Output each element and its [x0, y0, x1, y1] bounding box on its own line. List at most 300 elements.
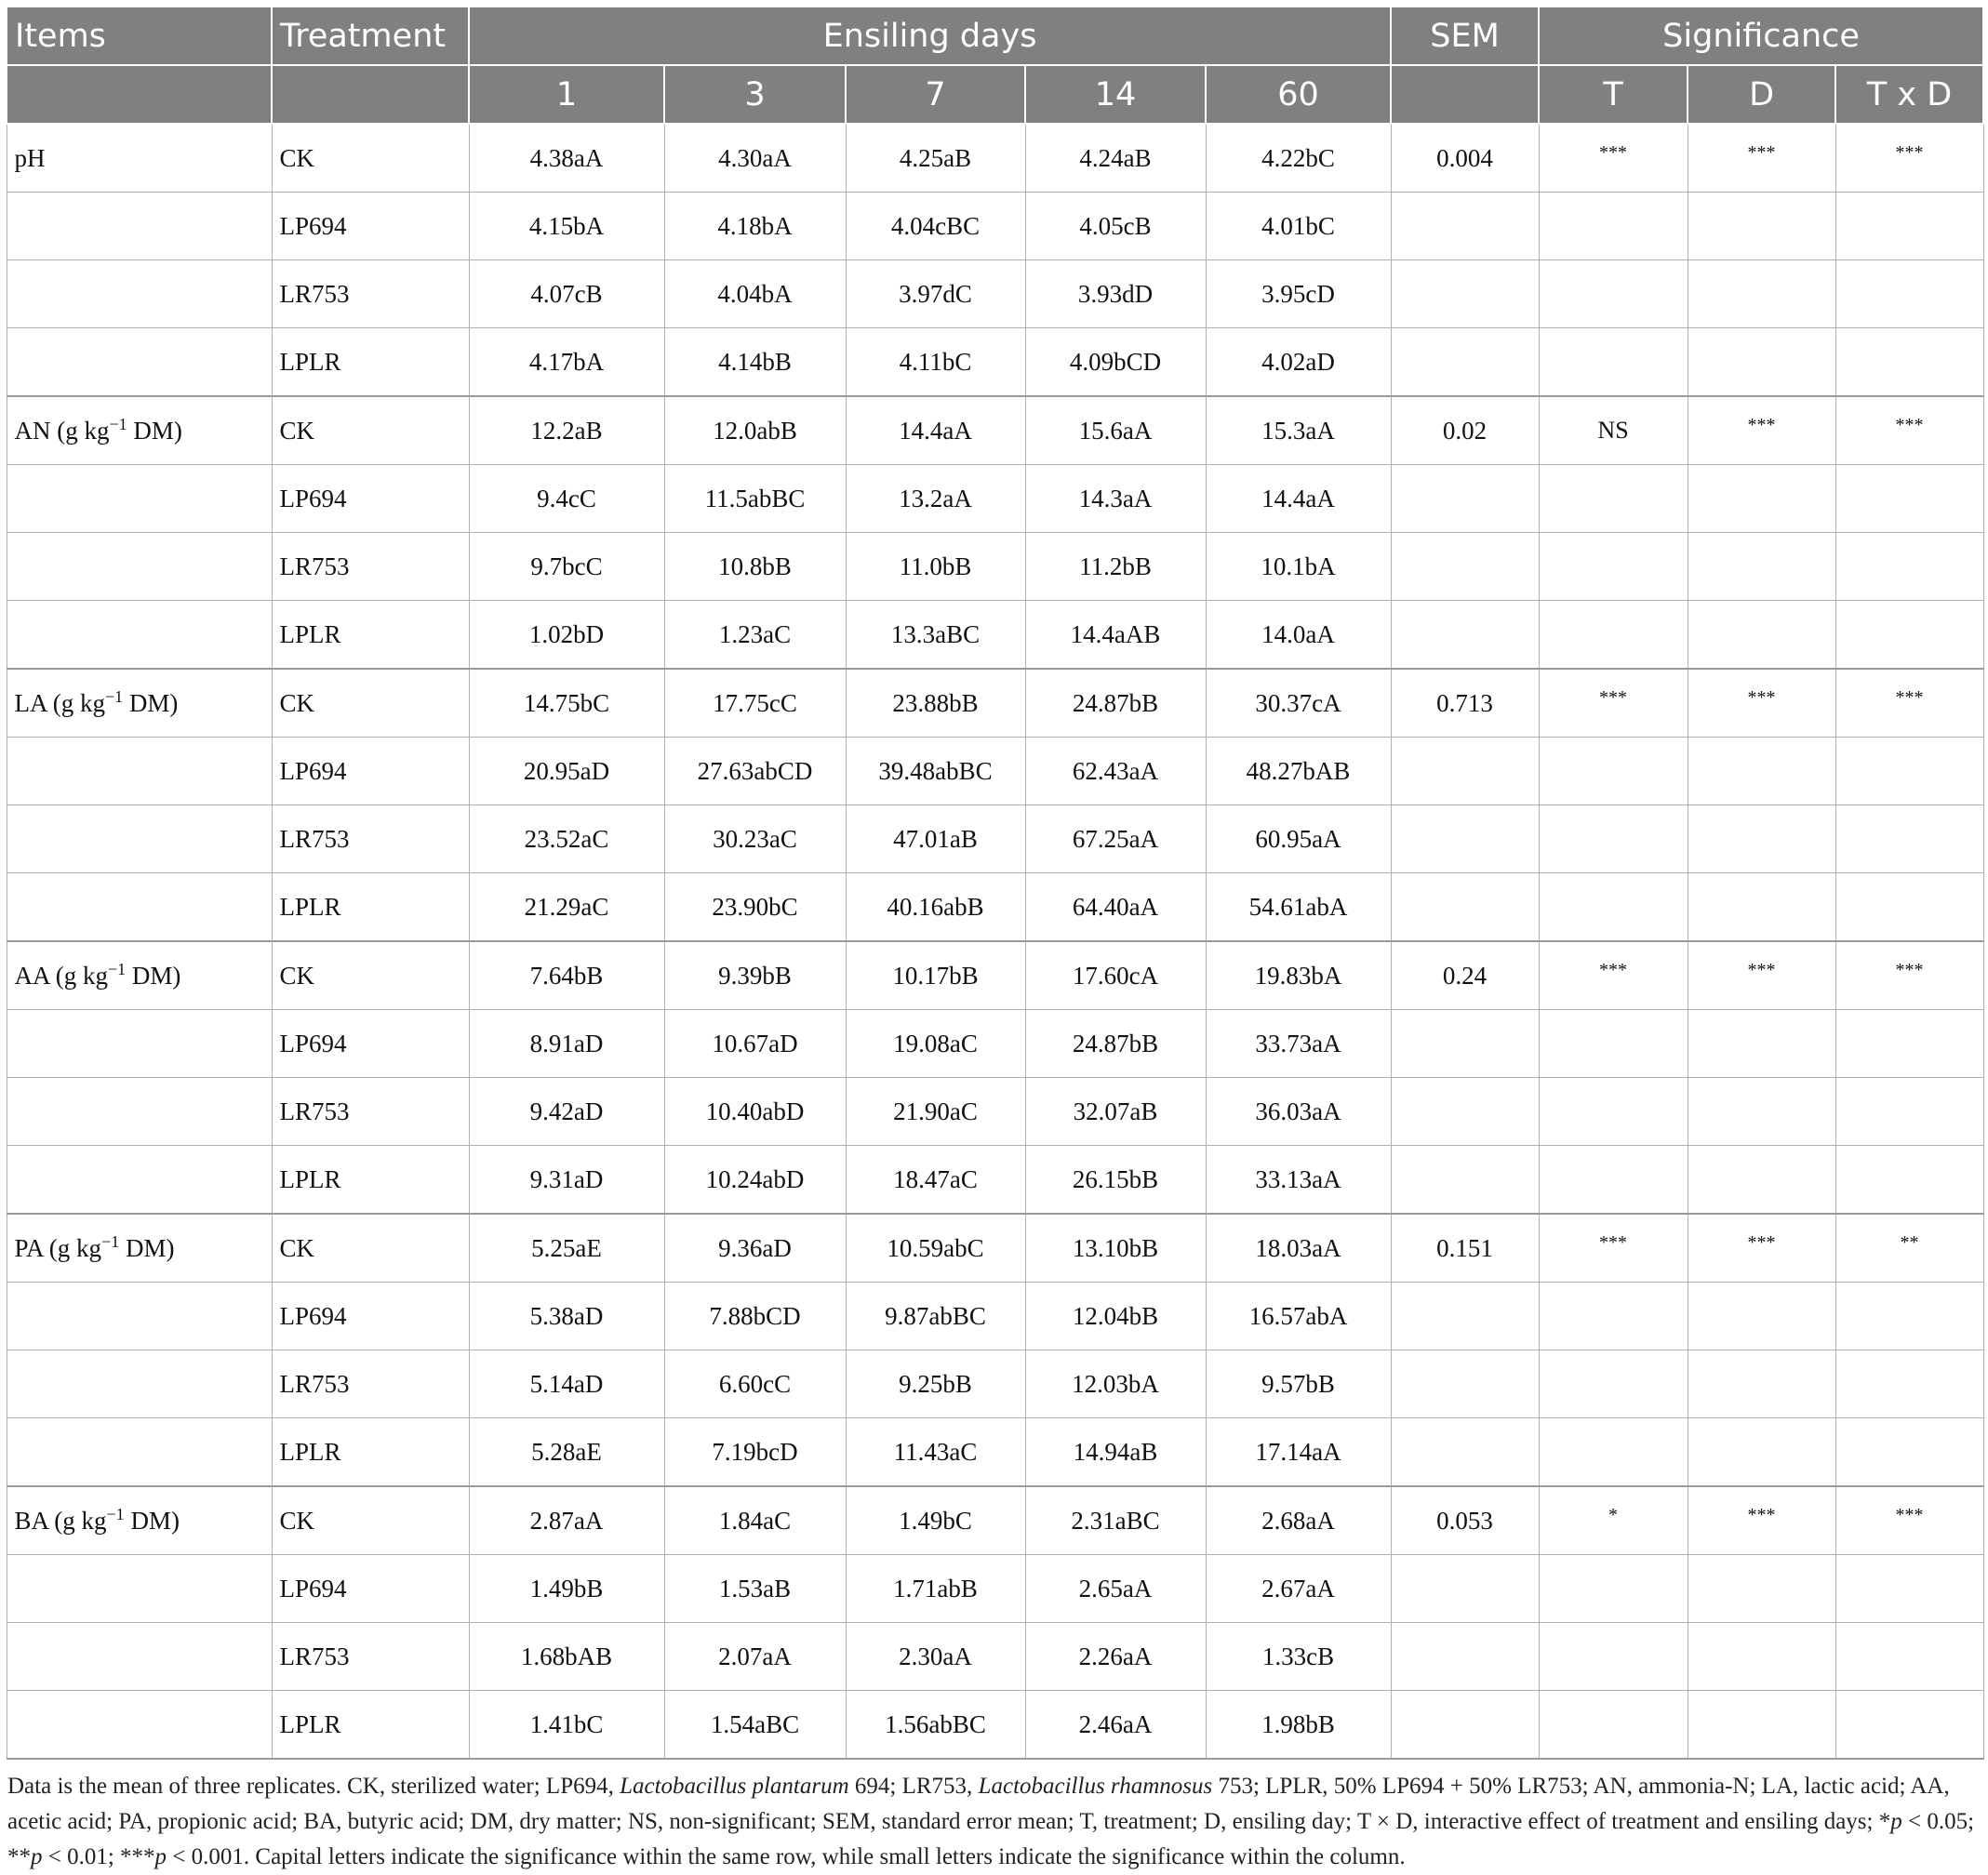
significance-cell: *** [1688, 124, 1835, 193]
footnote-p-symbol: p [154, 1844, 167, 1869]
item-cell [7, 941, 272, 1010]
value-cell: 4.02aD [1206, 328, 1391, 397]
value-cell: 30.23aC [664, 805, 846, 873]
value-cell: 1.23aC [664, 601, 846, 670]
significance-cell [1688, 193, 1835, 260]
significance-cell: *** [1835, 1486, 1983, 1555]
significance-cell [1539, 1555, 1688, 1623]
item-unit-exponent: −1 [105, 686, 124, 706]
significance-cell [1835, 805, 1983, 873]
sem-cell [1391, 193, 1539, 260]
value-cell: 2.31aBC [1025, 1486, 1206, 1555]
data-table [6, 6, 1984, 1760]
significance-cell: *** [1539, 941, 1688, 1010]
item-cell [7, 1214, 272, 1283]
value-cell: 9.87abBC [846, 1283, 1025, 1350]
value-cell: 1.54aBC [664, 1691, 846, 1760]
significance-cell: NS [1539, 396, 1688, 465]
value-cell: 21.29aC [469, 873, 664, 942]
table-row [7, 465, 1983, 533]
value-cell: 23.90bC [664, 873, 846, 942]
item-name: PA [14, 1233, 44, 1262]
value-cell: 14.3aA [1025, 465, 1206, 533]
sem-cell [1391, 260, 1539, 328]
value-cell: 9.42aD [469, 1078, 664, 1146]
significance-cell [1688, 1691, 1835, 1760]
value-cell: 4.01bC [1206, 193, 1391, 260]
sem-cell [1391, 1555, 1539, 1623]
table-container [6, 6, 1982, 1875]
significance-cell [1688, 1350, 1835, 1418]
value-cell: 11.0bB [846, 533, 1025, 601]
value-cell: 27.63abCD [664, 738, 846, 805]
value-cell: 1.71abB [846, 1555, 1025, 1623]
significance-cell [1835, 738, 1983, 805]
table-row [7, 1418, 1983, 1487]
value-cell: 16.57abA [1206, 1283, 1391, 1350]
significance-cell [1835, 260, 1983, 328]
item-cell [7, 1283, 272, 1350]
value-cell: 9.25bB [846, 1350, 1025, 1418]
significance-cell [1688, 1623, 1835, 1691]
sem-cell: 0.151 [1391, 1214, 1539, 1283]
value-cell: 21.90aC [846, 1078, 1025, 1146]
value-cell: 2.07aA [664, 1623, 846, 1691]
value-cell: 1.56abBC [846, 1691, 1025, 1760]
significance-cell: *** [1835, 124, 1983, 193]
significance-cell [1539, 1418, 1688, 1487]
value-cell: 9.36aD [664, 1214, 846, 1283]
table-body [7, 124, 1983, 1759]
value-cell: 39.48abBC [846, 738, 1025, 805]
significance-cell [1688, 533, 1835, 601]
value-cell: 18.03aA [1206, 1214, 1391, 1283]
significance-cell: ** [1835, 1214, 1983, 1283]
treatment-cell: LPLR [272, 601, 469, 670]
value-cell: 19.83bA [1206, 941, 1391, 1010]
sem-cell [1391, 1078, 1539, 1146]
value-cell: 13.10bB [1025, 1214, 1206, 1283]
value-cell: 17.75cC [664, 669, 846, 738]
significance-cell [1539, 1146, 1688, 1215]
sem-cell: 0.24 [1391, 941, 1539, 1010]
treatment-cell: CK [272, 941, 469, 1010]
treatment-cell: LP694 [272, 193, 469, 260]
treatment-cell: CK [272, 669, 469, 738]
treatment-cell: LR753 [272, 1350, 469, 1418]
item-unit: DM) [123, 688, 179, 717]
item-unit: DM) [127, 416, 182, 445]
significance-cell [1835, 1078, 1983, 1146]
significance-cell [1835, 1555, 1983, 1623]
item-cell [7, 1418, 272, 1487]
sem-cell [1391, 1146, 1539, 1215]
value-cell: 4.07cB [469, 260, 664, 328]
value-cell: 48.27bAB [1206, 738, 1391, 805]
table-row [7, 941, 1983, 1010]
header-day: 7 [846, 65, 1025, 124]
significance-cell [1539, 873, 1688, 942]
value-cell: 2.87aA [469, 1486, 664, 1555]
value-cell: 14.94aB [1025, 1418, 1206, 1487]
footnote-text: < 0.05; ** [7, 1809, 1975, 1869]
value-cell: 5.38aD [469, 1283, 664, 1350]
significance-cell [1539, 533, 1688, 601]
significance-cell [1539, 738, 1688, 805]
item-unit-exponent: −1 [106, 1504, 125, 1523]
significance-cell [1539, 328, 1688, 397]
item-name: AA [14, 961, 50, 990]
significance-cell [1835, 533, 1983, 601]
item-unit: (g kg [52, 688, 106, 717]
item-cell [7, 396, 272, 465]
value-cell: 3.97dC [846, 260, 1025, 328]
value-cell: 33.13aA [1206, 1146, 1391, 1215]
item-cell [7, 873, 272, 942]
value-cell: 67.25aA [1025, 805, 1206, 873]
value-cell: 2.30aA [846, 1623, 1025, 1691]
footnote-text: Data is the mean of three replicates. CK, sterilized water; LP694, [7, 1774, 620, 1799]
footnote-species: Lactobacillus rhamnosus [978, 1774, 1213, 1799]
value-cell: 19.08aC [846, 1010, 1025, 1078]
value-cell: 1.53aB [664, 1555, 846, 1623]
value-cell: 4.05cB [1025, 193, 1206, 260]
table-row [7, 1146, 1983, 1215]
value-cell: 1.33cB [1206, 1623, 1391, 1691]
table-footnote [6, 1769, 1984, 1875]
significance-cell [1539, 465, 1688, 533]
value-cell: 2.26aA [1025, 1623, 1206, 1691]
header-significance: Significance [1539, 7, 1983, 65]
item-cell [7, 533, 272, 601]
header-day: 14 [1025, 65, 1206, 124]
sem-cell: 0.02 [1391, 396, 1539, 465]
footnote-text: 753; LPLR, 50% LP694 + 50% LR753; AN, ammonia-N; LA, lactic acid; AA, acetic acid; PA, propionic acid; BA, butyric acid; DM, dry matter; NS, non-significant; SEM, standard error mean; T, treatment; D, ensiling day; T × D, interactive effect of treatment and ensiling days; * [7, 1774, 1950, 1834]
significance-cell [1539, 601, 1688, 670]
value-cell: 36.03aA [1206, 1078, 1391, 1146]
value-cell: 7.88bCD [664, 1283, 846, 1350]
significance-cell [1688, 1555, 1835, 1623]
table-row [7, 1283, 1983, 1350]
significance-cell [1539, 805, 1688, 873]
significance-cell [1688, 1010, 1835, 1078]
value-cell: 47.01aB [846, 805, 1025, 873]
significance-cell [1539, 260, 1688, 328]
treatment-cell: CK [272, 396, 469, 465]
value-cell: 4.11bC [846, 328, 1025, 397]
table-row [7, 805, 1983, 873]
value-cell: 10.1bA [1206, 533, 1391, 601]
value-cell: 13.2aA [846, 465, 1025, 533]
treatment-cell: LPLR [272, 873, 469, 942]
value-cell: 18.47aC [846, 1146, 1025, 1215]
header-ensiling-days: Ensiling days [469, 7, 1391, 65]
value-cell: 1.98bB [1206, 1691, 1391, 1760]
value-cell: 1.49bC [846, 1486, 1025, 1555]
significance-cell [1688, 1418, 1835, 1487]
significance-cell [1835, 1418, 1983, 1487]
value-cell: 23.88bB [846, 669, 1025, 738]
table-row [7, 1350, 1983, 1418]
value-cell: 12.03bA [1025, 1350, 1206, 1418]
treatment-cell: LP694 [272, 465, 469, 533]
treatment-cell: LR753 [272, 260, 469, 328]
item-cell [7, 124, 272, 193]
significance-cell: *** [1688, 396, 1835, 465]
treatment-cell: LP694 [272, 1010, 469, 1078]
significance-cell [1688, 738, 1835, 805]
value-cell: 12.0abB [664, 396, 846, 465]
header-sem-blank [1391, 65, 1539, 124]
significance-cell [1835, 1691, 1983, 1760]
value-cell: 20.95aD [469, 738, 664, 805]
table-row [7, 260, 1983, 328]
value-cell: 14.4aAB [1025, 601, 1206, 670]
value-cell: 64.40aA [1025, 873, 1206, 942]
value-cell: 17.60cA [1025, 941, 1206, 1010]
significance-cell: *** [1688, 941, 1835, 1010]
significance-cell [1835, 465, 1983, 533]
significance-cell [1835, 1350, 1983, 1418]
value-cell: 4.18bA [664, 193, 846, 260]
sem-cell [1391, 533, 1539, 601]
item-unit: DM) [119, 1233, 175, 1262]
significance-cell [1835, 328, 1983, 397]
value-cell: 40.16abB [846, 873, 1025, 942]
table-row [7, 193, 1983, 260]
value-cell: 12.2aB [469, 396, 664, 465]
item-name: BA [14, 1506, 48, 1535]
significance-cell: *** [1835, 941, 1983, 1010]
value-cell: 54.61abA [1206, 873, 1391, 942]
item-unit: (g kg [55, 961, 109, 990]
footnote-species: Lactobacillus plantarum [620, 1774, 849, 1799]
value-cell: 4.38aA [469, 124, 664, 193]
table-row [7, 124, 1983, 193]
significance-cell: *** [1688, 1486, 1835, 1555]
value-cell: 10.40abD [664, 1078, 846, 1146]
value-cell: 5.25aE [469, 1214, 664, 1283]
value-cell: 5.28aE [469, 1418, 664, 1487]
treatment-cell: LP694 [272, 1283, 469, 1350]
value-cell: 2.46aA [1025, 1691, 1206, 1760]
value-cell: 2.67aA [1206, 1555, 1391, 1623]
value-cell: 9.57bB [1206, 1350, 1391, 1418]
treatment-cell: LR753 [272, 533, 469, 601]
value-cell: 10.59abC [846, 1214, 1025, 1283]
value-cell: 12.04bB [1025, 1283, 1206, 1350]
table-row [7, 1555, 1983, 1623]
item-cell [7, 1691, 272, 1760]
significance-cell [1539, 193, 1688, 260]
value-cell: 4.04bA [664, 260, 846, 328]
value-cell: 4.14bB [664, 328, 846, 397]
sem-cell: 0.004 [1391, 124, 1539, 193]
significance-cell [1835, 1283, 1983, 1350]
value-cell: 10.67aD [664, 1010, 846, 1078]
value-cell: 6.60cC [664, 1350, 846, 1418]
header-sem: SEM [1391, 7, 1539, 65]
item-name: LA [14, 688, 47, 717]
treatment-cell: CK [272, 124, 469, 193]
value-cell: 1.49bB [469, 1555, 664, 1623]
value-cell: 9.39bB [664, 941, 846, 1010]
item-name: pH [14, 143, 46, 172]
significance-cell: *** [1835, 396, 1983, 465]
item-cell [7, 1078, 272, 1146]
sem-cell [1391, 1283, 1539, 1350]
value-cell: 7.64bB [469, 941, 664, 1010]
header-day: 60 [1206, 65, 1391, 124]
item-cell [7, 738, 272, 805]
value-cell: 32.07aB [1025, 1078, 1206, 1146]
significance-cell [1539, 1010, 1688, 1078]
footnote-text: < 0.01; *** [42, 1844, 155, 1869]
header-sig-t: T [1539, 65, 1688, 124]
sem-cell [1391, 738, 1539, 805]
value-cell: 3.93dD [1025, 260, 1206, 328]
treatment-cell: LP694 [272, 1555, 469, 1623]
value-cell: 1.41bC [469, 1691, 664, 1760]
value-cell: 14.4aA [846, 396, 1025, 465]
table-row [7, 669, 1983, 738]
sem-cell [1391, 1350, 1539, 1418]
significance-cell [1688, 465, 1835, 533]
footnote-text: < 0.001. Capital letters indicate the significance within the same row, while small letters indicate the significance within the column. [167, 1844, 1406, 1869]
sem-cell [1391, 873, 1539, 942]
significance-cell [1835, 193, 1983, 260]
treatment-cell: LR753 [272, 805, 469, 873]
significance-cell [1688, 328, 1835, 397]
significance-cell [1688, 1078, 1835, 1146]
value-cell: 2.65aA [1025, 1555, 1206, 1623]
value-cell: 11.2bB [1025, 533, 1206, 601]
significance-cell [1539, 1350, 1688, 1418]
footnote-p-symbol: p [31, 1844, 43, 1869]
significance-cell [1688, 873, 1835, 942]
treatment-cell: CK [272, 1214, 469, 1283]
header-items-blank [7, 65, 272, 124]
value-cell: 11.5abBC [664, 465, 846, 533]
item-cell [7, 669, 272, 738]
table-row [7, 1691, 1983, 1760]
treatment-cell: LR753 [272, 1623, 469, 1691]
significance-cell: *** [1835, 669, 1983, 738]
value-cell: 8.91aD [469, 1010, 664, 1078]
item-unit: (g kg [48, 1233, 102, 1262]
sem-cell [1391, 465, 1539, 533]
table-row [7, 1486, 1983, 1555]
table-row [7, 1214, 1983, 1283]
sem-cell [1391, 1691, 1539, 1760]
sem-cell [1391, 601, 1539, 670]
treatment-cell: LP694 [272, 738, 469, 805]
table-row [7, 738, 1983, 805]
item-cell [7, 601, 272, 670]
header-sig-txd: T x D [1835, 65, 1983, 124]
significance-cell [1835, 601, 1983, 670]
treatment-cell: CK [272, 1486, 469, 1555]
value-cell: 17.14aA [1206, 1418, 1391, 1487]
table-row [7, 1078, 1983, 1146]
value-cell: 1.02bD [469, 601, 664, 670]
value-cell: 9.7bcC [469, 533, 664, 601]
item-cell [7, 193, 272, 260]
value-cell: 30.37cA [1206, 669, 1391, 738]
significance-cell [1835, 1010, 1983, 1078]
significance-cell: *** [1539, 1214, 1688, 1283]
item-cell [7, 260, 272, 328]
item-cell [7, 1623, 272, 1691]
value-cell: 4.25aB [846, 124, 1025, 193]
header-treatment-blank [272, 65, 469, 124]
item-cell [7, 1010, 272, 1078]
significance-cell [1539, 1078, 1688, 1146]
item-cell [7, 1146, 272, 1215]
value-cell: 4.24aB [1025, 124, 1206, 193]
value-cell: 33.73aA [1206, 1010, 1391, 1078]
value-cell: 4.04cBC [846, 193, 1025, 260]
value-cell: 24.87bB [1025, 669, 1206, 738]
value-cell: 4.30aA [664, 124, 846, 193]
sem-cell [1391, 1623, 1539, 1691]
footnote-text: 694; LR753, [848, 1774, 979, 1799]
value-cell: 10.24abD [664, 1146, 846, 1215]
value-cell: 26.15bB [1025, 1146, 1206, 1215]
treatment-cell: LPLR [272, 1691, 469, 1760]
significance-cell: *** [1539, 124, 1688, 193]
value-cell: 5.14aD [469, 1350, 664, 1418]
item-name: AN [14, 416, 51, 445]
value-cell: 4.22bC [1206, 124, 1391, 193]
item-unit-exponent: −1 [109, 414, 127, 433]
item-unit-exponent: −1 [108, 959, 127, 978]
significance-cell: *** [1688, 1214, 1835, 1283]
significance-cell [1688, 1283, 1835, 1350]
significance-cell [1539, 1623, 1688, 1691]
item-unit: (g kg [54, 1506, 107, 1535]
significance-cell: *** [1539, 669, 1688, 738]
value-cell: 11.43aC [846, 1418, 1025, 1487]
header-items: Items [7, 7, 272, 65]
value-cell: 62.43aA [1025, 738, 1206, 805]
table-row [7, 601, 1983, 670]
table-row [7, 1623, 1983, 1691]
item-unit: DM) [126, 961, 181, 990]
value-cell: 1.68bAB [469, 1623, 664, 1691]
significance-cell [1539, 1691, 1688, 1760]
treatment-cell: LPLR [272, 1418, 469, 1487]
significance-cell: * [1539, 1486, 1688, 1555]
value-cell: 2.68aA [1206, 1486, 1391, 1555]
value-cell: 7.19bcD [664, 1418, 846, 1487]
significance-cell: *** [1688, 669, 1835, 738]
value-cell: 24.87bB [1025, 1010, 1206, 1078]
treatment-cell: LPLR [272, 328, 469, 397]
header-day: 1 [469, 65, 664, 124]
sem-cell [1391, 328, 1539, 397]
header-day: 3 [664, 65, 846, 124]
treatment-cell: LR753 [272, 1078, 469, 1146]
sem-cell [1391, 1010, 1539, 1078]
significance-cell [1688, 260, 1835, 328]
significance-cell [1835, 1146, 1983, 1215]
sem-cell [1391, 1418, 1539, 1487]
header-treatment: Treatment [272, 7, 469, 65]
table-row [7, 328, 1983, 397]
value-cell: 13.3aBC [846, 601, 1025, 670]
value-cell: 3.95cD [1206, 260, 1391, 328]
